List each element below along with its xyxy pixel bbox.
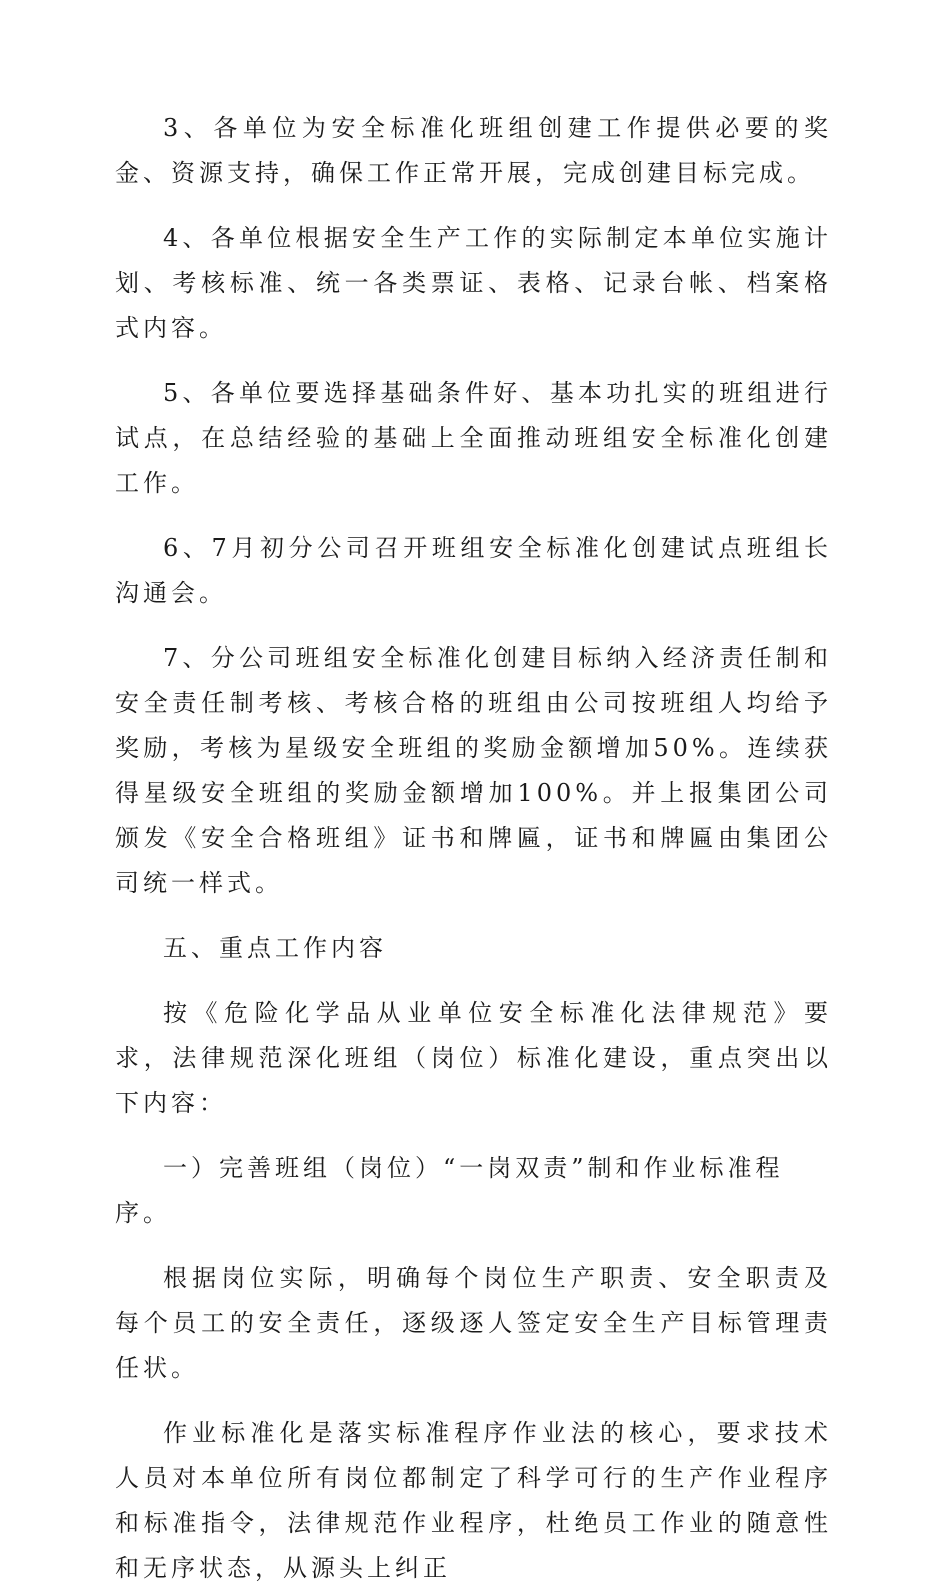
paragraph-item-7: 7、分公司班组安全标准化创建目标纳入经济责任制和安全责任制考核、考核合格的班组由公司按班组人均给予奖励，考核为星级安全班组的奖励金额增加50%。连续获得星级安全班组的奖励金额增加100%。并上报集团公司颁发《安全合格班组》证书和牌匾，证书和牌匾由集团公司统一样式。 (115, 644, 832, 897)
section-intro-paragraph: 按《危险化学品从业单位安全标准化法律规范》要求，法律规范深化班组（岗位）标准化建设，重点突出以下内容： (115, 999, 832, 1117)
subsection-heading-1: 一）完善班组（岗位）“一岗双责”制和作业标准程序。 (115, 1154, 784, 1227)
responsibility-paragraph: 根据岗位实际，明确每个岗位生产职责、安全职责及每个员工的安全责任，逐级逐人签定安全生产目标管理责任状。 (115, 1264, 832, 1382)
paragraph-item-3: 3、各单位为安全标准化班组创建工作提供必要的奖金、资源支持，确保工作正常开展，完成创建目标完成。 (115, 114, 832, 187)
section-heading-5: 五、重点工作内容 (163, 934, 387, 962)
paragraph-item-4: 4、各单位根据安全生产工作的实际制定本单位实施计划、考核标准、统一各类票证、表格、记录台帐、档案格式内容。 (115, 224, 832, 342)
paragraph-item-5: 5、各单位要选择基础条件好、基本功扎实的班组进行试点，在总结经验的基础上全面推动班组安全标准化创建工作。 (115, 379, 832, 497)
paragraph-item-6: 6、7月初分公司召开班组安全标准化创建试点班组长沟通会。 (115, 534, 832, 607)
standardization-paragraph: 作业标准化是落实标准程序作业法的核心，要求技术人员对本单位所有岗位都制定了科学可行的生产作业程序和标准指令，法律规范作业程序，杜绝员工作业的随意性和无序状态，从源头上纠正 (115, 1419, 832, 1582)
